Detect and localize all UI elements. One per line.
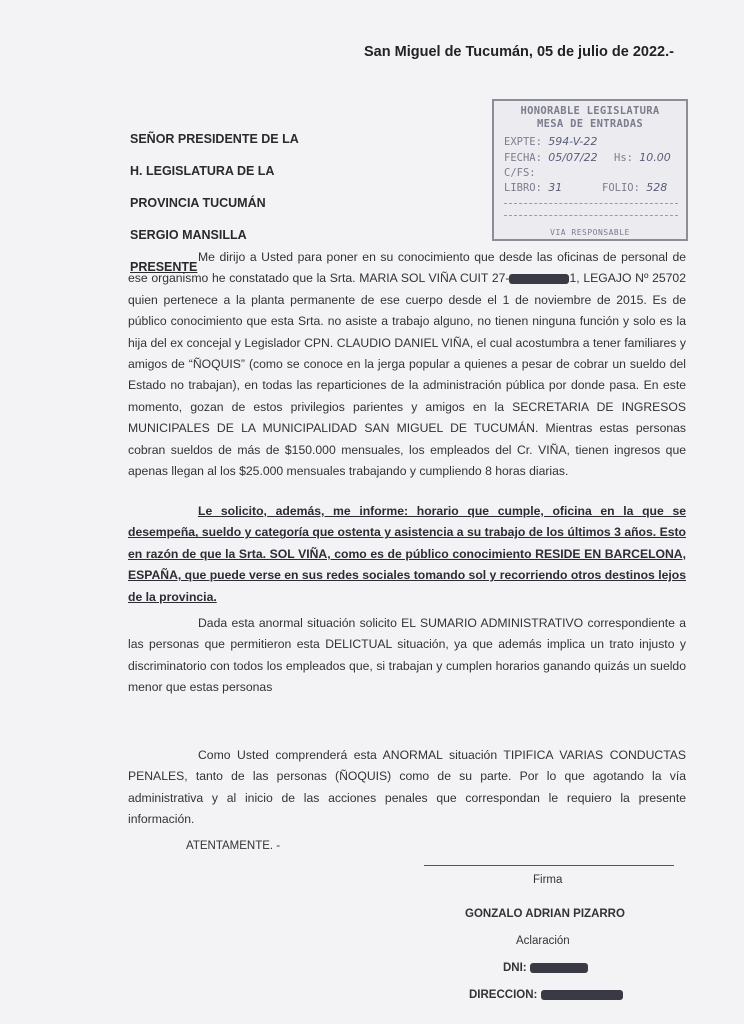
- addressee-line-4: SERGIO MANSILLA: [130, 228, 247, 242]
- addressee-line-3: PROVINCIA TUCUMÁN: [130, 196, 266, 210]
- stamp-folio-value: 528: [646, 181, 668, 194]
- redaction-mark: [530, 963, 588, 973]
- redaction-mark: [541, 990, 623, 1000]
- addressee-line-5: PRESENTE: [130, 260, 198, 274]
- stamp-divider: [504, 203, 678, 204]
- paragraph-2-request: [128, 501, 686, 608]
- stamp-title-2: MESA DE ENTRADAS: [537, 118, 643, 130]
- stamp-title-1: HONORABLE LEGISLATURA: [520, 105, 660, 117]
- paragraph-3: [128, 613, 686, 699]
- stamp-expte-value: 594-V-22: [548, 135, 598, 148]
- closing-text: ATENTAMENTE. -: [186, 840, 281, 852]
- paragraph-2-text: Le solicito, además, me informe: horario que cumple, oficina en la que se desempeña, sueldo y categoría que ostenta y asistencia a su trabajo de los últimos 3 años. Esto en razón de que la Srta. SOL VIÑA, como es de público conocimiento RESIDE EN BARCELONA, ESPAÑA, que puede verse en sus redes sociales tomando sol y recorriendo otros destinos lejos de la provincia.: [128, 504, 686, 604]
- letter-date: San Miguel de Tucumán, 05 de julio de 2022.-: [364, 44, 674, 60]
- addressee-line-1: SEÑOR PRESIDENTE DE LA: [130, 132, 299, 146]
- stamp-libro-value: 31: [548, 181, 563, 194]
- stamp-fecha-value: 05/07/22: [548, 151, 598, 164]
- reception-stamp: [492, 99, 688, 241]
- stamp-expte-label: EXPTE:: [504, 136, 542, 148]
- dni-label: DNI:: [503, 962, 527, 974]
- redaction-mark: [509, 274, 569, 284]
- stamp-fecha-label: FECHA:: [504, 152, 542, 164]
- stamp-libro-label: LIBRO:: [504, 182, 542, 194]
- stamp-hs-label: Hs:: [614, 152, 633, 164]
- direccion-row: [469, 989, 623, 1001]
- stamp-footer: VIA RESPONSABLE: [550, 228, 630, 237]
- stamp-folio-label: FOLIO:: [602, 182, 640, 194]
- dni-row: [503, 962, 588, 974]
- paragraph-4-text: Como Usted comprenderá esta ANORMAL situación TIPIFICA VARIAS CONDUCTAS PENALES, tanto de las personas (ÑOQUIS) como de su parte. Por lo que agotando la vía administrativa y al inicio de las acciones penales que correspondan le requiero la presente información.: [128, 748, 686, 827]
- aclaracion-label: Aclaración: [516, 935, 570, 947]
- firma-label: Firma: [533, 874, 563, 886]
- addressee-line-2: H. LEGISLATURA DE LA: [130, 164, 275, 178]
- signer-name: GONZALO ADRIAN PIZARRO: [465, 908, 625, 920]
- stamp-divider: [504, 215, 678, 216]
- signature-line: [424, 865, 674, 866]
- paragraph-1: [128, 247, 686, 482]
- paragraph-4: [128, 745, 686, 831]
- paragraph-3-text: Dada esta anormal situación solicito EL SUMARIO ADMINISTRATIVO correspondiente a las personas que permitieron esta DELICTUAL situación, ya que además implica un trato injusto y discriminatorio con todos los empleados que, si trabajan y cumplen horarios ganando quizás un sueldo menor que estas personas: [128, 616, 686, 695]
- stamp-cfs-label: C/FS:: [504, 167, 536, 179]
- stamp-hs-value: 10.00: [639, 151, 671, 164]
- direccion-label: DIRECCION:: [469, 989, 538, 1001]
- paragraph-1-part-a: Me dirijo a Usted para poner en su conocimiento que desde las oficinas de personal de ese organismo he constatado que la Srta. MARIA SOL VIÑA CUIT 27-: [128, 250, 686, 286]
- paragraph-1-part-b: 1, LEGAJO Nº 25702 quien pertenece a la planta permanente de ese cuerpo desde el 1 de noviembre de 2015. Es de público conocimiento que esta Srta. no asiste a trabajo alguno, no tienen ninguna función y solo es la hija del ex concejal y Legislador CPN. CLAUDIO DANIEL VIÑA, el cual acostumbra a tener familiares y amigos de “ÑOQUIS” (como se conoce en la jerga popular a quienes a pesar de cobrar un sueldo del Estado no trabajan), en todas las reparticiones de la administración pública por donde pasa. En este momento, gozan de estos privilegios parientes y amigos en la SECRETARIA DE INGRESOS MUNICIPALES DE LA MUNICIPALIDAD SAN MIGUEL DE TUCUMÁN. Mientras estas personas cobran sueldos de más de $150.000 mensuales, los empleados del Cr. VIÑA, tienen ingresos que apenas llegan al los $25.000 mensuales trabajando y cumpliendo 8 horas diarias.: [128, 271, 686, 479]
